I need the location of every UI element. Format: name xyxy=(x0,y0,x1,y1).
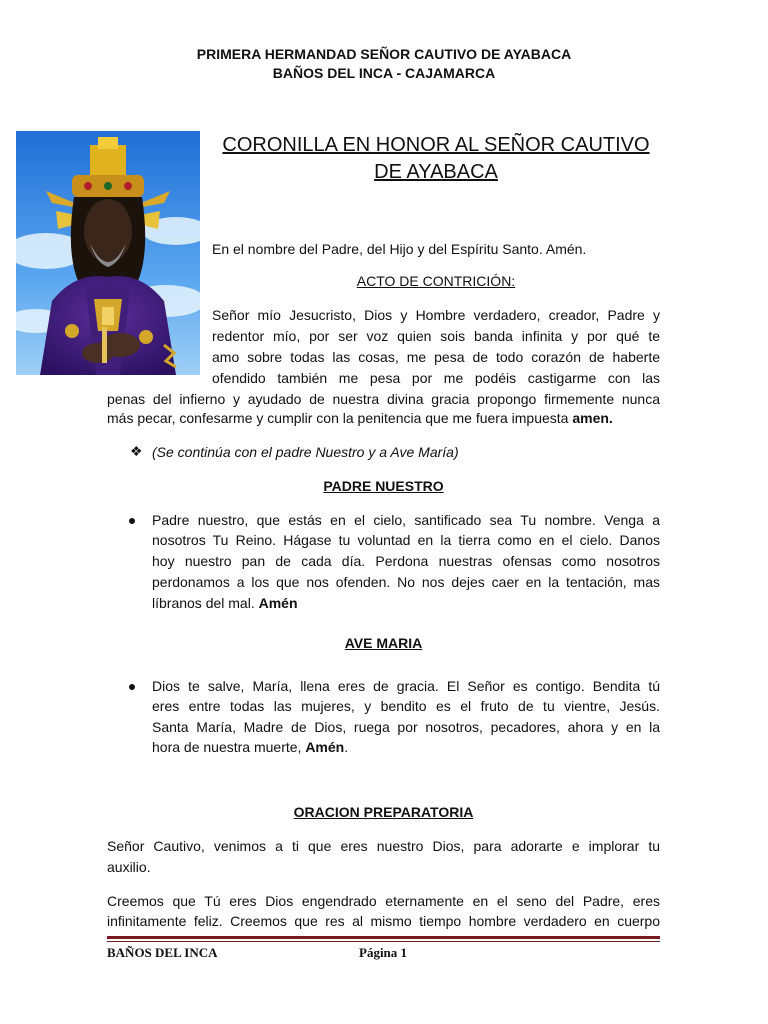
acto-heading: ACTO DE CONTRICIÓN: xyxy=(356,273,516,289)
padre-line: hoy nuestro pan de cada día. Perdona nuestras ofensas como nosotros xyxy=(152,553,660,569)
acto-last-text: más pecar, confesarme y cumplir con la penitencia que me fuera impuesta xyxy=(107,410,569,426)
footer-divider xyxy=(107,936,660,939)
acto-last-line xyxy=(107,408,613,429)
ave-amen: Amén xyxy=(305,739,345,755)
acto-line: ofendido también me pesa por me podéis castigarme con las xyxy=(212,370,660,386)
header-line-2: BAÑOS DEL INCA - CAJAMARCA xyxy=(272,65,496,81)
ave-last-text: hora de nuestra muerte, xyxy=(152,739,302,755)
padre-last-line xyxy=(152,593,298,614)
padre-line: perdonamos a los que nos ofenden. No nos dejes caer en la tentación, mas xyxy=(152,574,660,590)
ave-heading: AVE MARIA xyxy=(344,635,423,651)
bullet-icon xyxy=(129,518,135,524)
ave-end: . xyxy=(344,739,349,755)
header-line-1: PRIMERA HERMANDAD SEÑOR CAUTIVO DE AYABACA xyxy=(196,46,572,62)
oracion-p1-last: auxilio. xyxy=(107,859,151,875)
senor-cautivo-image xyxy=(16,131,200,375)
diamond-bullet-icon: ❖ xyxy=(130,443,143,459)
oracion-p2-line: infinitamente feliz. Creemos que res al mismo tiempo hombre verdadero en cuerpo xyxy=(107,913,660,929)
padre-line: nosotros Tu Reino. Hágase tu voluntad en la tierra como en el cielo. Danos xyxy=(152,532,660,548)
padre-heading: PADRE NUESTRO xyxy=(323,478,444,494)
padre-line: Padre nuestro, que estás en el cielo, santificado sea Tu nombre. Venga a xyxy=(152,512,660,528)
ave-line: Dios te salve, María, llena eres de gracia. El Señor es contigo. Bendita tú xyxy=(152,678,660,694)
footer-divider-thin xyxy=(107,941,660,942)
acto-line: redentor mío, por ser voz quien sois banda infinita y por qué te xyxy=(212,328,660,344)
ave-line: eres entre todas las mujeres, y bendito es el fruto de tu vientre, Jesús. xyxy=(152,698,660,714)
oracion-heading: ORACION PREPARATORIA xyxy=(293,804,474,820)
acto-line: penas del infierno y ayudado de nuestra divina gracia propongo firmemente nunca xyxy=(107,391,660,407)
intro-text: En el nombre del Padre, del Hijo y del Espíritu Santo. Amén. xyxy=(212,241,587,257)
note-text: (Se continúa con el padre Nuestro y a Ave María) xyxy=(152,444,459,460)
acto-amen: amen. xyxy=(572,410,613,426)
footer-left: BAÑOS DEL INCA xyxy=(107,945,218,960)
bullet-icon xyxy=(129,684,135,690)
acto-line: Señor mío Jesucristo, Dios y Hombre verdadero, creador, Padre y xyxy=(212,307,660,323)
oracion-p1-line: Señor Cautivo, venimos a ti que eres nuestro Dios, para adorarte e implorar tu xyxy=(107,838,660,854)
ave-last-line xyxy=(152,737,348,758)
title-line-2: DE AYABACA xyxy=(374,161,498,183)
acto-line: amo sobre todas las cosas, me pesa de todo corazón de haberte xyxy=(212,349,660,365)
title-line-1: CORONILLA EN HONOR AL SEÑOR CAUTIVO xyxy=(222,134,650,156)
footer-page-number: Página 1 xyxy=(359,945,408,960)
padre-last-text: líbranos del mal. xyxy=(152,595,255,611)
padre-amen: Amén xyxy=(258,595,298,611)
ave-line: Santa María, Madre de Dios, ruega por nosotros, pecadores, ahora y en la xyxy=(152,719,660,735)
oracion-p2-line: Creemos que Tú eres Dios engendrado eternamente en el seno del Padre, eres xyxy=(107,893,660,909)
